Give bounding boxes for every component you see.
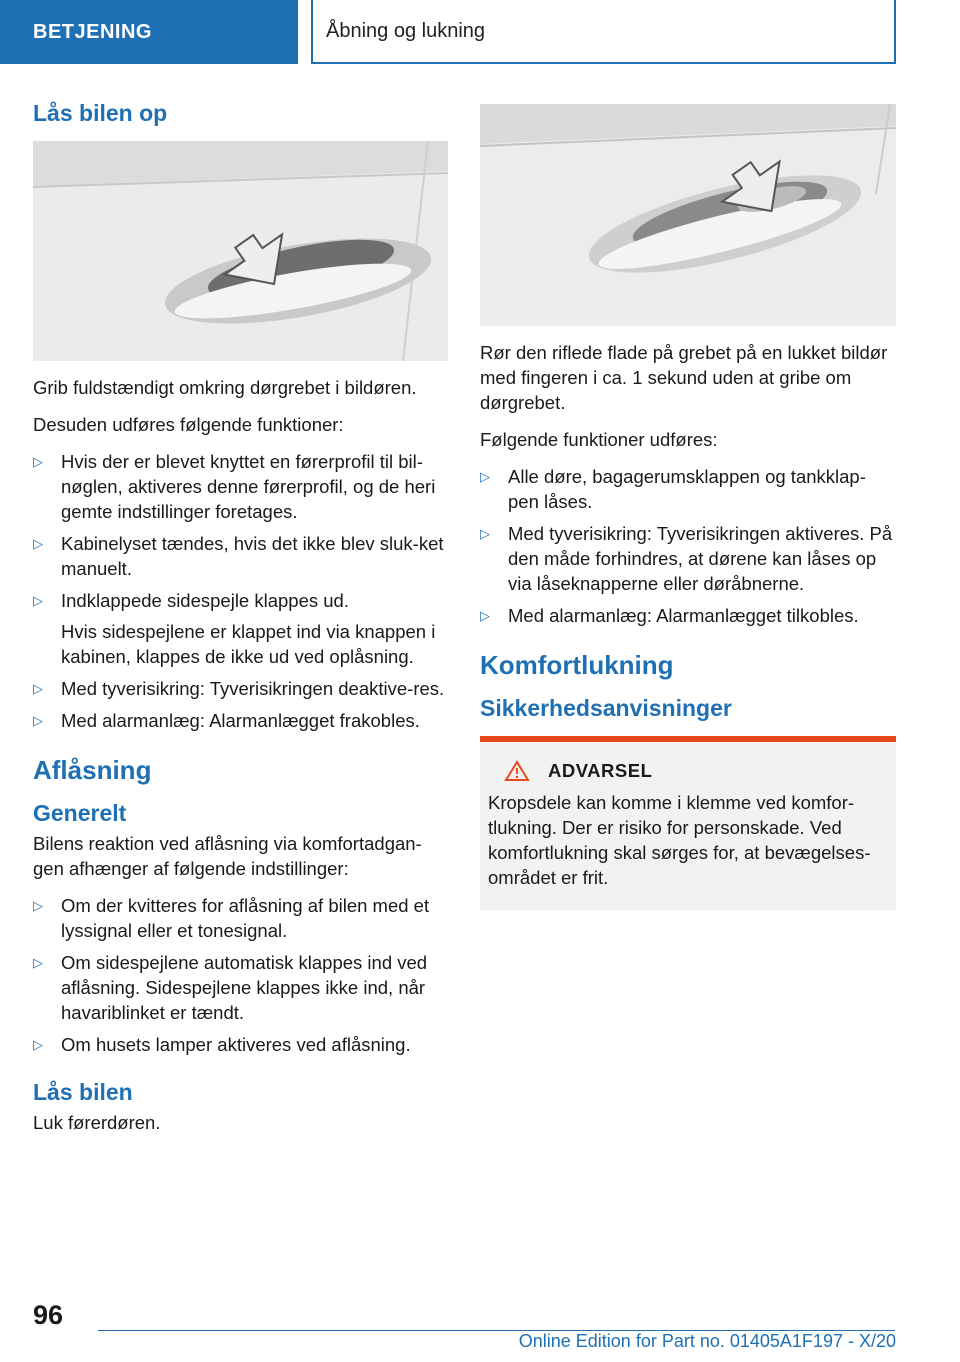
chapter-tab xyxy=(311,0,896,64)
left-column xyxy=(33,100,448,1147)
triangle-bullet-icon: ▷ xyxy=(480,469,490,484)
settings-list xyxy=(33,893,448,1057)
function-list xyxy=(480,464,896,628)
page-number: 96 xyxy=(33,1300,64,1330)
heading-sikkerhedsanvisninger: Sikkerhedsanvisninger xyxy=(480,695,732,721)
triangle-bullet-icon: ▷ xyxy=(480,526,490,541)
triangle-bullet-icon: ▷ xyxy=(480,608,490,623)
triangle-bullet-icon: ▷ xyxy=(33,454,43,469)
heading-lock-car: Lås bilen xyxy=(33,1079,133,1105)
warning-text: Kropsdele kan komme i klemme ved komfor-tlukning. Der er risiko for personskade. Ved komfortlukning skal sørges for, at bevægelses-området er frit. xyxy=(488,792,871,888)
list-item: ▷ Hvis der er blevet knyttet en førerprofil til bil-nøglen, aktiveres denne førerprofil, og de heri gemte indstillinger foretages. xyxy=(33,451,436,522)
list-item: ▷ Om der kvitteres for aflåsning af bilen med et lyssignal eller et tonesignal. xyxy=(33,895,430,941)
list-item: ▷ Med alarmanlæg: Alarmanlægget tilkobles. xyxy=(480,605,859,626)
heading-unlock: Lås bilen op xyxy=(33,100,168,126)
right-column xyxy=(480,104,896,910)
edition-text: Online Edition for Part no. 01405A1F197 - X/20 xyxy=(518,1331,896,1351)
list-item: ▷ Med alarmanlæg: Alarmanlægget frakobles. xyxy=(33,710,420,731)
heading-komfortlukning: Komfortlukning xyxy=(480,650,674,680)
paragraph: Følgende funktioner udføres: xyxy=(480,429,718,450)
list-item-note: Hvis sidespejlene er klappet ind via knappen i kabinen, klappes de ikke ud ved oplåsning. xyxy=(61,621,436,667)
door-handle-photo-unlock xyxy=(33,141,448,361)
list-item: ▷ Indklappede sidespejle klappes ud. Hvis sidespejlene er klappet ind via knappen i kabinen, klappes de ikke ud ved oplåsning. xyxy=(33,588,448,669)
paragraph: Bilens reaktion ved aflåsning via komfortadgan-gen afhænger af følgende indstillinger: xyxy=(33,833,422,879)
section-title: BETJENING xyxy=(33,20,152,43)
function-list xyxy=(33,449,448,733)
paragraph: Grib fuldstændigt omkring dørgrebet i bildøren. xyxy=(33,377,417,398)
paragraph: Rør den riflede flade på grebet på en lukket bildør med fingeren i ca. 1 sekund uden at gribe om dørgrebet. xyxy=(480,342,888,413)
warning-triangle-icon xyxy=(504,760,530,782)
triangle-bullet-icon: ▷ xyxy=(33,593,43,608)
section-tab xyxy=(0,0,298,64)
list-item: ▷ Om husets lamper aktiveres ved aflåsning. xyxy=(33,1034,411,1055)
list-item: ▷ Kabinelyset tændes, hvis det ikke blev sluk-ket manuelt. xyxy=(33,533,444,579)
triangle-bullet-icon: ▷ xyxy=(33,681,43,696)
triangle-bullet-icon: ▷ xyxy=(33,1037,43,1052)
chapter-title: Åbning og lukning xyxy=(326,19,486,42)
heading-generelt: Generelt xyxy=(33,800,127,826)
paragraph: Luk førerdøren. xyxy=(33,1112,161,1133)
heading-aflasning: Aflåsning xyxy=(33,755,152,785)
list-item: ▷ Alle døre, bagagerumsklappen og tankklap-pen låses. xyxy=(480,466,866,512)
triangle-bullet-icon: ▷ xyxy=(33,898,43,913)
list-item: ▷ Med tyverisikring: Tyverisikringen deaktive-res. xyxy=(33,678,445,699)
triangle-bullet-icon: ▷ xyxy=(33,713,43,728)
list-item: ▷ Om sidespejlene automatisk klappes ind ved aflåsning. Sidespejlene klappes ikke ind, når havariblinket er tændt. xyxy=(33,952,428,1023)
list-item: ▷ Med tyverisikring: Tyverisikringen aktiveres. På den måde forhindres, at dørene kan låses op via låseknapperne eller døråbnerne. xyxy=(480,523,893,594)
paragraph: Desuden udføres følgende funktioner: xyxy=(33,414,344,435)
door-handle-photo-lock xyxy=(480,104,896,326)
triangle-bullet-icon: ▷ xyxy=(33,955,43,970)
warning-header xyxy=(504,760,888,782)
triangle-bullet-icon: ▷ xyxy=(33,536,43,551)
warning-title: ADVARSEL xyxy=(548,760,653,781)
warning-box xyxy=(480,736,896,910)
